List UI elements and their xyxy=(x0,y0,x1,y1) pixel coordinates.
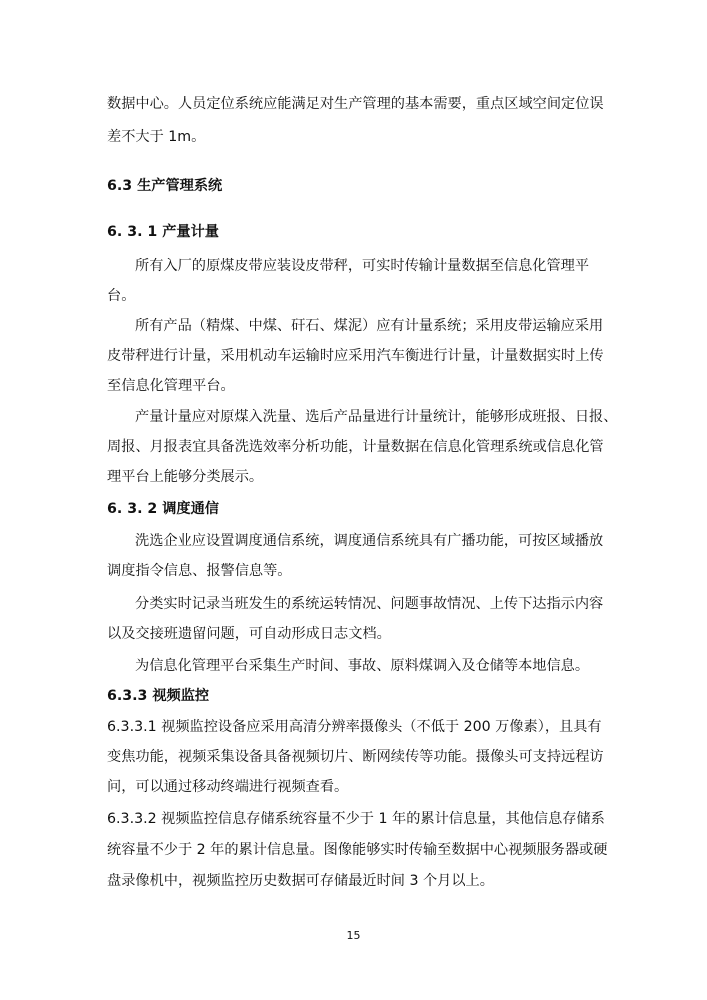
paragraph-line: 周报、月报表宜具备洗选效率分析功能，计量数据在信息化管理系统或信息化管 xyxy=(107,439,604,455)
paragraph-line: 以及交接班遗留问题，可自动形成日志文档。 xyxy=(107,626,391,642)
paragraph-line: 6.3.3.2 视频监控信息存储系统容量不少于 1 年的累计信息量，其他信息存储系 xyxy=(107,811,605,827)
paragraph-line: 6.3.3.1 视频监控设备应采用高清分辨率摄像头（不低于 200 万像素），且具有 xyxy=(107,719,602,735)
paragraph-line: 统容量不少于 2 年的累计信息量。图像能够实时传输至数据中心视频服务器或硬 xyxy=(107,842,608,858)
paragraph-line: 差不大于 1m。 xyxy=(107,129,206,145)
paragraph-line: 所有产品（精煤、中煤、矸石、煤泥）应有计量系统；采用皮带运输应采用 xyxy=(135,318,604,334)
paragraph-line: 调度指令信息、报警信息等。 xyxy=(107,563,292,579)
subsection-heading: 6. 3. 2 调度通信 xyxy=(107,501,219,517)
paragraph-line: 皮带秤进行计量，采用机动车运输时应采用汽车衡进行计量，计量数据实时上传 xyxy=(107,348,604,364)
paragraph-line: 所有入厂的原煤皮带应装设皮带秤，可实时传输计量数据至信息化管理平 xyxy=(135,258,590,274)
paragraph-line: 至信息化管理平台。 xyxy=(107,378,235,394)
paragraph-line: 问，可以通过移动终端进行视频查看。 xyxy=(107,779,349,795)
paragraph-line: 洗选企业应设置调度通信系统，调度通信系统具有广播功能，可按区域播放 xyxy=(135,533,604,549)
page-number: 15 xyxy=(346,929,361,942)
paragraph-line: 为信息化管理平台采集生产时间、事故、原料煤调入及仓储等本地信息。 xyxy=(135,658,590,674)
paragraph-line: 变焦功能，视频采集设备具备视频切片、断网续传等功能。摄像头可支持远程访 xyxy=(107,749,604,765)
paragraph-line: 数据中心。人员定位系统应能满足对生产管理的基本需要，重点区域空间定位误 xyxy=(107,96,604,112)
paragraph-line: 台。 xyxy=(107,288,136,304)
subsection-heading: 6.3.3 视频监控 xyxy=(107,688,210,704)
paragraph-line: 理平台上能够分类展示。 xyxy=(107,469,264,485)
section-heading: 6.3 生产管理系统 xyxy=(107,178,223,194)
subsection-heading: 6. 3. 1 产量计量 xyxy=(107,224,219,240)
paragraph-line: 产量计量应对原煤入洗量、选后产品量进行计量统计，能够形成班报、日报、 xyxy=(135,409,618,425)
paragraph-line: 盘录像机中，视频监控历史数据可存储最近时间 3 个月以上。 xyxy=(107,873,494,889)
paragraph-line: 分类实时记录当班发生的系统运转情况、问题事故情况、上传下达指示内容 xyxy=(135,596,604,612)
